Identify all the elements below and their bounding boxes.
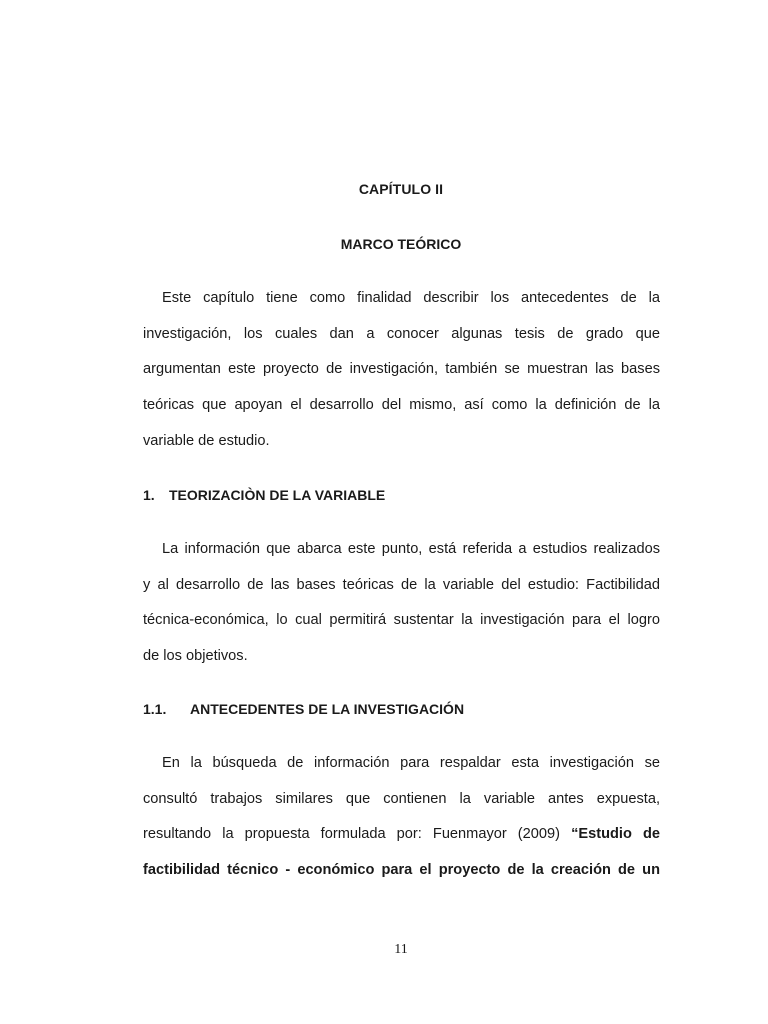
section-heading-1-1: [143, 701, 464, 717]
chapter-label: CAPÍTULO II: [358, 181, 444, 197]
paragraph-line: En la búsqueda de información para respaldar esta investigación se: [162, 755, 660, 771]
page-number: 11: [394, 942, 408, 957]
section-1-paragraph: [143, 532, 660, 675]
paragraph-line: consultó trabajos similares que contienen la variable antes expuesta,: [143, 790, 660, 807]
paragraph-line: investigación, los cuales dan a conocer algunas tesis de grado que: [143, 325, 660, 342]
paragraph-line: teóricas que apoyan el desarrollo del mismo, así como la definición de la: [143, 397, 660, 414]
paragraph-line: y al desarrollo de las bases teóricas de la variable del estudio: Factibilidad: [143, 576, 660, 593]
section-title: ANTECEDENTES DE LA INVESTIGACIÓN: [190, 701, 465, 717]
paragraph-line: argumentan este proyecto de investigación, también se muestran las bases: [143, 361, 660, 378]
paragraph-line: variable de estudio.: [143, 432, 270, 449]
thesis-title-line: factibilidad técnico - económico para el proyecto de la creación de un: [143, 862, 660, 879]
paragraph-line: [143, 817, 660, 853]
section-1-1-paragraph: [143, 746, 660, 889]
chapter-title: MARCO TEÓRICO: [340, 236, 462, 252]
section-number: 1.: [143, 487, 155, 503]
intro-paragraph: [143, 281, 660, 459]
paragraph-line: técnica-económica, lo cual permitirá sustentar la investigación para el logro: [143, 612, 660, 629]
section-number: 1.1.: [143, 701, 167, 717]
section-title: TEORIZACIÒN DE LA VARIABLE: [169, 487, 386, 503]
thesis-title-start: “Estudio de: [571, 826, 661, 843]
paragraph-text: resultando la propuesta formulada por: Fuenmayor (2009): [143, 826, 572, 843]
paragraph-line: de los objetivos.: [143, 648, 248, 665]
paragraph-line: Este capítulo tiene como finalidad describir los antecedentes de la: [162, 290, 660, 306]
paragraph-line: La información que abarca este punto, está referida a estudios realizados: [162, 541, 660, 557]
section-heading-1: [143, 487, 385, 503]
